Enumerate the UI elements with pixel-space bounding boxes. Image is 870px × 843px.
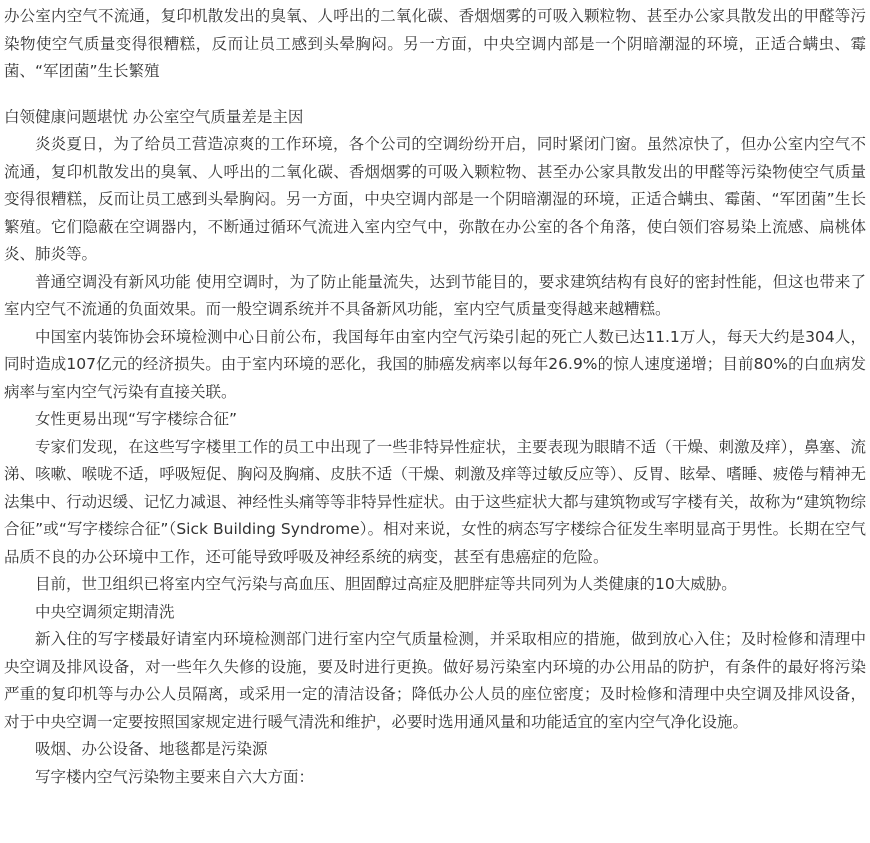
section-title: 白领健康问题堪忧 办公室空气质量差是主因 [4, 107, 304, 126]
subheading-ac-cleaning: 中央空调须定期清洗 [35, 602, 175, 621]
intro-paragraph: 办公室内空气不流通，复印机散发出的臭氧、人呼出的二氧化碳、香烟烟雾的可吸入颗粒物、甚至办公家具散发出的甲醛等污染物使空气质量变得很糟糕，反而让员工感到头晕胸闷。另一方面，中央空调内部是一个阴暗潮湿的环境，正适合螨虫、霉菌、“军团菌”生长繁殖 [4, 7, 866, 80]
paragraph-measures: 新入住的写字楼最好请室内环境检测部门进行室内空气质量检测，并采取相应的措施，做到放心入住；及时检修和清理中央空调及排风设备，对一些年久失修的设施，要及时进行更换。做好易污染室内环境的办公用品的防护，有条件的最好将污染严重的复印机等与办公人员隔离，或采用一定的清洁设备；降低办公人员的座位密度；及时检修和清理中央空调及排风设备，对于中央空调一定要按照国家规定进行暖气清洗和维护，必要时选用通风量和功能适宜的室内空气净化设施。 [4, 630, 866, 731]
paragraph-who: 目前，世卫组织已将室内空气污染与高血压、胆固醇过高症及肥胖症等共同列为人类健康的10大威胁。 [35, 575, 737, 593]
paragraph-statistics: 中国室内装饰协会环境检测中心日前公布，我国每年由室内空气污染引起的死亡人数已达11.1万人，每天大约是304人，同时造成107亿元的经济损失。由于室内环境的恶化，我国的肺癌发病率以每年26.9%的惊人速度递增；目前80%的白血病发病率与室内空气污染有直接关联。 [4, 327, 866, 401]
subheading-office-syndrome: 女性更易出现“写字楼综合征” [35, 410, 238, 428]
paragraph-no-fresh-air: 普通空调没有新风功能 使用空调时，为了防止能量流失，达到节能目的，要求建筑结构有良好的密封性能，但这也带来了室内空气不流通的负面效果。而一般空调系统并不具备新风功能，室内空气质量变得越来越糟糕。 [4, 272, 866, 318]
paragraph-six-sources: 写字楼内空气污染物主要来自六大方面： [35, 767, 315, 786]
paragraph-summer: 炎炎夏日，为了给员工营造凉爽的工作环境，各个公司的空调纷纷开启，同时紧闭门窗。虽然凉快了，但办公室内空气不流通，复印机散发出的臭氧、人呼出的二氧化碳、香烟烟雾的可吸入颗粒物、甚至办公家具散发出的甲醛等污染物使空气质量变得很糟糕，反而让员工感到头晕胸闷。另一方面，中央空调内部是一个阴暗潮湿的环境，正适合螨虫、霉菌、“军团菌”生长繁殖。它们隐蔽在空调器内，不断通过循环气流进入室内空气中，弥散在办公室的各个角落，使白领们容易染上流感、扁桃体炎、肺炎等。 [4, 135, 866, 263]
paragraph-symptoms: 专家们发现，在这些写字楼里工作的员工中出现了一些非特异性症状，主要表现为眼睛不适（干燥、刺激及痒），鼻塞、流涕、咳嗽、喉咙不适，呼吸短促、胸闷及胸痛、皮肤不适（干燥、刺激及痒等过敏反应等）、反胃、眩晕、嗜睡、疲倦与精神无法集中、行动迟缓、记忆力减退、神经性头痛等等非特异性症状。由于这些症状大都与建筑物或写字楼有关，故称为“建筑物综合征”或“写字楼综合征”（Sick Building Syndrome）。相对来说，女性的病态写字楼综合征发生率明显高于男性。长期在空气品质不良的办公环境中工作，还可能导致呼吸及神经系统的病变，甚至有患癌症的危险。 [4, 437, 866, 566]
subheading-pollution-sources: 吸烟、办公设备、地毯都是污染源 [35, 740, 268, 758]
